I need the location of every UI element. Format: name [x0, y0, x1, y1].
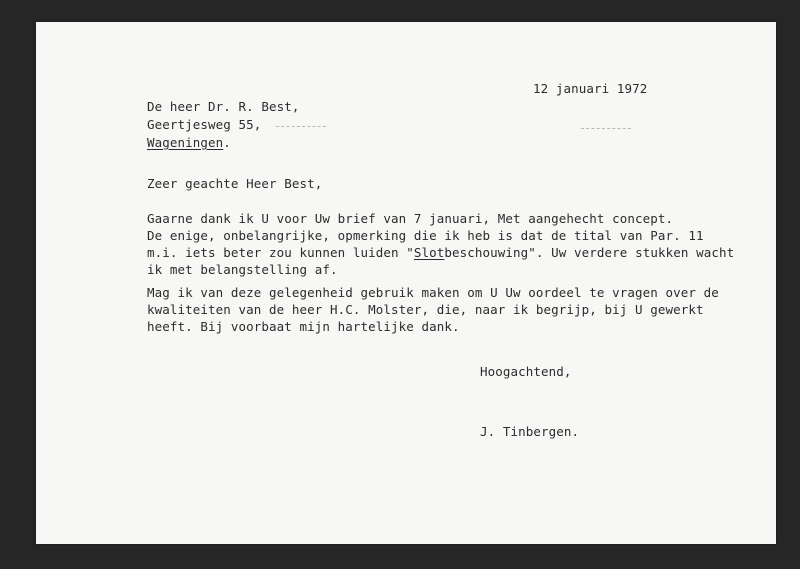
recipient-city	[147, 134, 231, 152]
letter-date: 12 januari 1972	[533, 81, 648, 96]
paragraph2-line2: kwaliteiten van de heer H.C. Molster, die, naar ik begrijp, bij U gewerkt	[147, 302, 704, 317]
salutation: Zeer geachte Heer Best,	[147, 176, 323, 191]
paragraph1-line2: De enige, onbelangrijke, opmerking die ik heb is dat de tital van Par. 11	[147, 228, 704, 243]
faint-mark-left	[276, 126, 326, 128]
recipient-city-suffix: .	[223, 135, 231, 150]
signature: J. Tinbergen.	[480, 424, 580, 439]
paragraph1-line3	[147, 244, 734, 262]
faint-mark-right	[581, 128, 631, 130]
paragraph1-line1: Gaarne dank ik U voor Uw brief van 7 januari, Met aangehecht concept.	[147, 211, 674, 226]
letter-page	[36, 22, 776, 544]
paragraph1-line3-end: beschouwing". Uw verdere stukken wacht	[444, 245, 735, 260]
recipient-name: De heer Dr. R. Best,	[147, 99, 300, 114]
underlined-word: Slot	[413, 245, 445, 260]
paragraph2-line3: heeft. Bij voorbaat mijn hartelijke dank.	[147, 319, 460, 334]
recipient-city-name: Wageningen	[147, 135, 224, 150]
paragraph1-line3-start: m.i. iets beter zou kunnen luiden "	[147, 245, 414, 260]
paragraph2-line1: Mag ik van deze gelegenheid gebruik maken om U Uw oordeel te vragen over de	[147, 285, 719, 300]
paragraph1-line4: ik met belangstelling af.	[147, 262, 338, 277]
closing: Hoogachtend,	[480, 364, 572, 379]
recipient-street: Geertjesweg 55,	[147, 117, 262, 132]
